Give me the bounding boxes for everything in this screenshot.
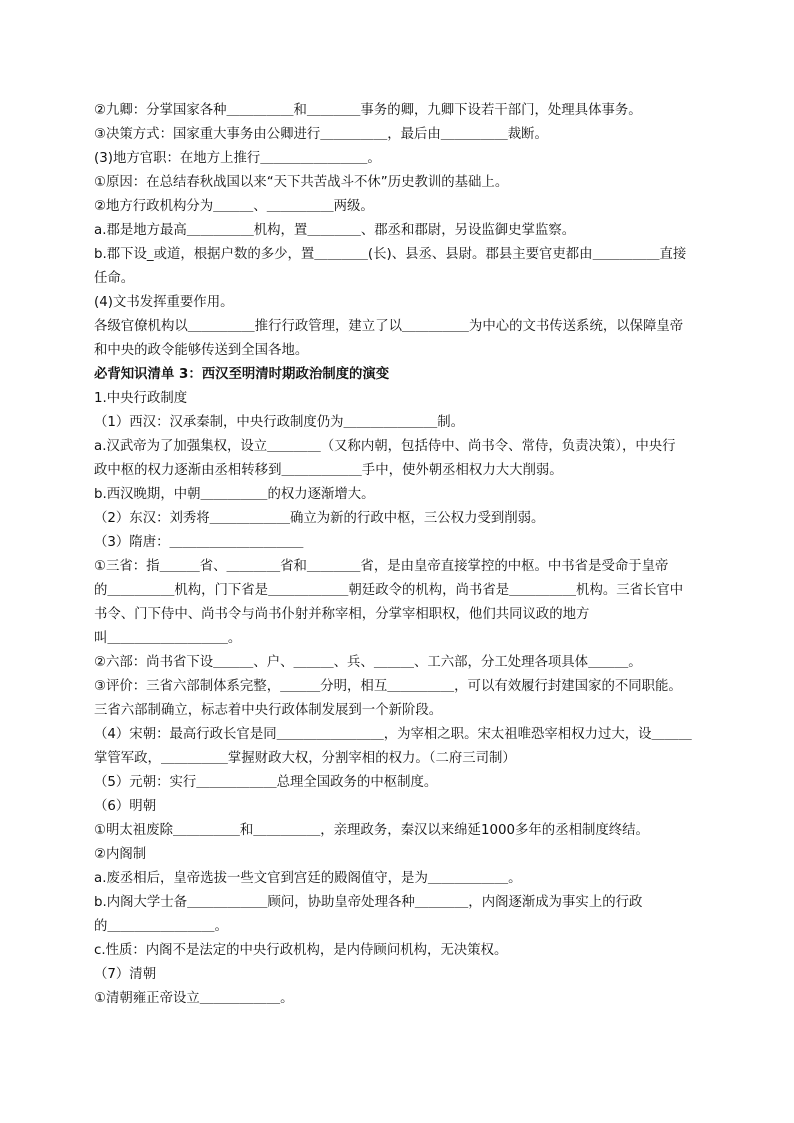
text-line: ③决策方式：国家重大事务由公卿进行＿＿＿＿＿，最后由＿＿＿＿＿裁断。 [94,127,548,142]
text-line: 的＿＿＿＿＿机构，门下省是＿＿＿＿＿＿朝廷政令的机构，尚书省是＿＿＿＿＿机构。三省长官中 [94,583,684,598]
text-line: ②九卿：分掌国家各种＿＿＿＿＿和＿＿＿＿事务的卿，九卿下设若干部门，处理具体事务。 [94,103,642,118]
text-line: ①清朝雍正帝设立＿＿＿＿＿＿。 [94,991,294,1006]
text-line: ②内阁制 [94,847,147,862]
text-line: （7）清朝 [94,967,157,982]
text-line: (4)文书发挥重要作用。 [94,295,234,310]
text-line: （4）宋朝：最高行政长官是同＿＿＿＿＿＿＿＿，为宰相之职。宋太祖唯恐宰相权力过大，设＿＿＿ [94,727,692,742]
text-line: ③评价：三省六部制体系完整，＿＿＿分明，相互＿＿＿＿＿，可以有效履行封建国家的不同职能。 [94,679,682,694]
text-line: 的＿＿＿＿＿＿＿＿。 [94,919,228,934]
section-heading: 必背知识清单 3：西汉至明清时期政治制度的演变 [94,367,390,382]
text-line: （5）元朝：实行＿＿＿＿＿＿总理全国政务的中枢制度。 [94,775,438,790]
text-line: 和中央的政令能够传送到全国各地。 [94,343,309,358]
text-line: ①原因：在总结春秋战国以来“天下共苦战斗不休”历史教训的基础上。 [94,175,509,190]
text-line: 三省六部制确立，标志着中央行政体制发展到一个新阶段。 [94,703,443,718]
text-line: （3）隋唐：＿＿＿＿＿＿＿＿＿＿ [94,535,304,550]
text-line: ①三省：指＿＿＿省、＿＿＿＿省和＿＿＿＿省，是由皇帝直接掌控的中枢。中书省是受命于皇帝 [94,559,669,574]
text-line: 掌管军政，＿＿＿＿＿掌握财政大权，分割宰相的权力。（二府三司制） [94,751,516,766]
text-line: （2）东汉：刘秀将＿＿＿＿＿＿确立为新的行政中枢，三公权力受到削弱。 [94,511,545,526]
text-line: a.废丞相后，皇帝选拔一些文官到宫廷的殿阁值守，是为＿＿＿＿＿＿。 [94,871,522,886]
text-line: （1）西汉：汉承秦制，中央行政制度仍为＿＿＿＿＿＿＿制。 [94,415,465,430]
text-line: b.内阁大学士备＿＿＿＿＿＿顾问，协助皇帝处理各种＿＿＿＿，内阁逐渐成为事实上的行政 [94,895,643,910]
text-line: ②地方行政机构分为＿＿＿、＿＿＿＿＿两级。 [94,199,374,214]
text-line: 各级官僚机构以＿＿＿＿＿推行行政管理，建立了以＿＿＿＿＿为中心的文书传送系统，以保障皇帝 [94,319,684,334]
text-line: 1.中央行政制度 [94,391,188,406]
text-line: （6）明朝 [94,799,157,814]
text-line: c.性质：内阁不是法定的中央行政机构，是内侍顾问机构，无决策权。 [94,943,508,958]
document-page [94,99,714,1011]
text-line: 任命。 [94,271,135,286]
text-line: 叫＿＿＿＿＿＿＿＿＿。 [94,631,242,646]
text-line: ①明太祖废除＿＿＿＿＿和＿＿＿＿＿，亲理政务，秦汉以来绵延1000多年的丞相制度终结。 [94,823,649,838]
text-line: b.郡下设_或道，根据户数的多少，置＿＿＿＿(长)、县丞、县尉。郡县主要官吏都由＿＿＿＿＿直接 [94,247,687,262]
text-line: (3)地方官职：在地方上推行＿＿＿＿＿＿＿＿。 [94,151,381,166]
text-line: b.西汉晚期，中朝＿＿＿＿＿的权力逐渐增大。 [94,487,375,502]
text-line: ②六部：尚书省下设＿＿＿、户、＿＿＿、兵、＿＿＿、工六部，分工处理各项具体＿＿＿。 [94,655,642,670]
text-line: 书令、门下侍中、尚书令与尚书仆射并称宰相，分掌宰相职权，他们共同议政的地方 [94,607,590,622]
text-line: a.汉武帝为了加强集权，设立＿＿＿＿（又称内朝，包括侍中、尚书令、常侍，负责决策），中央行 [94,439,676,454]
text-line: 政中枢的权力逐渐由丞相转移到＿＿＿＿＿＿手中，使外朝丞相权力大大削弱。 [94,463,563,478]
text-line: a.郡是地方最高＿＿＿＿＿机构，置＿＿＿＿、郡丞和郡尉，另设监御史掌监察。 [94,223,576,238]
